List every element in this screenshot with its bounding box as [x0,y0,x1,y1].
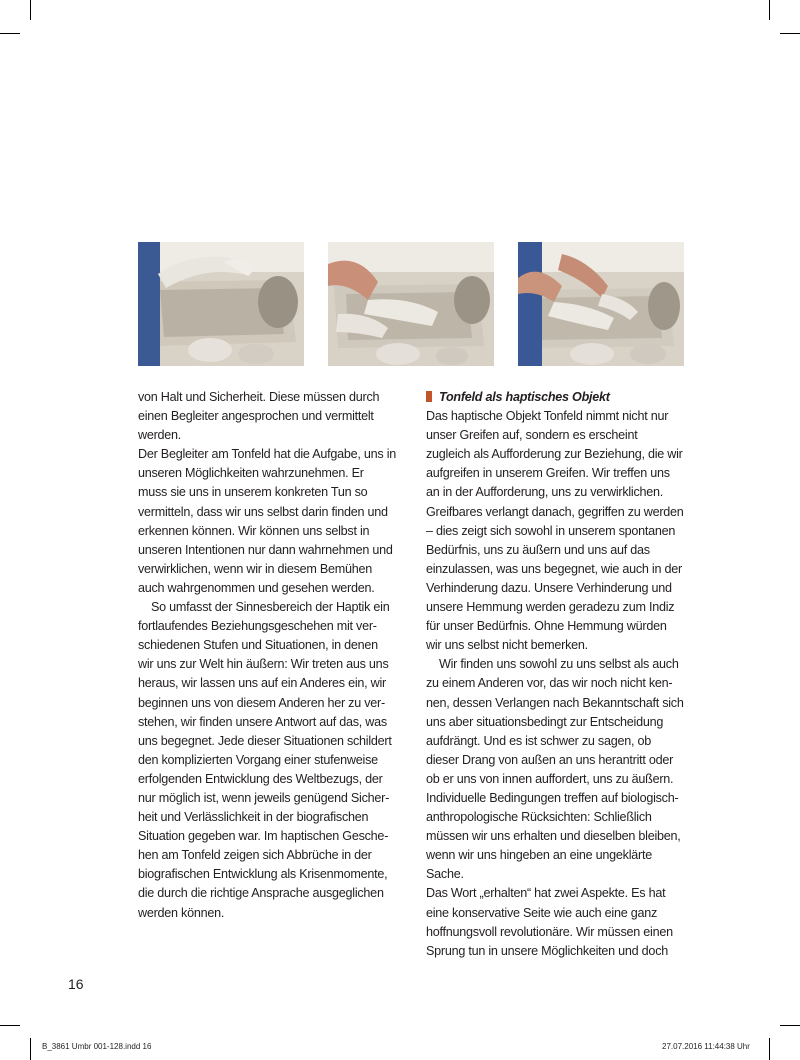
right-text-column [426,388,684,961]
paragraph: Wir finden uns sowohl zu uns selbst als auch zu einem Anderen vor, das wir noch nicht kennen, dessen Verlangen nach Bekanntschaft sich uns aber situationsbedingt zur Entscheidung aufdrängt. Und es ist schwer zu sagen, ob dieser Drang von außen an uns herantritt oder ob er uns von innen auffordert, uns zu äußern. Individuelle Bedingungen treffen auf biologisch-anthropologische Rücksichten: Schließlich müssen wir uns erhalten und dieselben bleiben, wenn wir uns hingeben an eine ungeklärte Sache. [426,657,684,882]
crop-mark [780,33,800,34]
photo-clay-field-2 [328,242,494,366]
photo-clay-field-3 [518,242,684,366]
print-slug-file: B_3861 Umbr 001-128.indd 16 [42,1042,152,1051]
page-number: 16 [68,976,84,992]
paragraph: Das haptische Objekt Tonfeld nimmt nicht nur unser Greifen auf, sondern es erscheint zugleich als Aufforderung zur Beziehung, die wir aufgreifen in unserem Greifen. Wir treffen uns an in der Aufforderung, uns zu verwirklichen. Greifbares verlangt danach, gegriffen zu werden – dies zeigt sich sowohl in unserem spontanen Bedürfnis, uns zu äußern und uns auf das einzulassen, was uns begegnet, wie auch in der Verhinderung dazu. Unsere Verhinderung und unsere Hemmung werden geradezu zum Indiz für unser Bedürfnis. Ohne Hemmung würden wir uns selbst nicht bemerken. [426,409,684,653]
print-slug-timestamp: 27.07.2016 11:44:38 Uhr [662,1042,750,1051]
crop-mark [30,1038,31,1060]
left-text-column [138,388,396,923]
photo-clay-field-1 [138,242,304,366]
crop-mark [0,33,20,34]
crop-mark [769,1038,770,1060]
crop-mark [769,0,770,20]
heading-marker-icon [426,391,432,402]
section-heading [426,388,684,407]
crop-mark [30,0,31,20]
crop-mark [780,1025,800,1026]
section-heading-text: Tonfeld als haptisches Objekt [439,390,610,404]
paragraph: von Halt und Sicherheit. Diese müssen durch einen Begleiter angesprochen und vermittelt werden. [138,390,380,443]
paragraph: So umfasst der Sinnesbereich der Haptik ein fortlaufendes Beziehungsgeschehen mit verschiedenen Stufen und Situationen, in denen wir uns zur Welt hin äußern: Wir treten aus uns heraus, wir lassen uns auf ein Anderes ein, wir beginnen uns von diesem Anderen her zu verstehen, wir finden unsere Antwort auf das, was uns begegnet. Jede dieser Situationen schildert den komplizierten Vorgang einer stufenweise erfolgenden Entwicklung des Weltbezugs, der nur möglich ist, wenn jeweils genügend Sicherheit und Verlässlichkeit in der biografischen Situation gegeben war. Im haptischen Geschehen am Tonfeld zeigen sich Abbrüche in der biografischen Entwicklung als Krisenmomente, die durch die richtige Ansprache ausgeglichen werden können. [138,600,392,920]
crop-mark [0,1025,20,1026]
paragraph: Das Wort „erhalten“ hat zwei Aspekte. Es hat eine konservative Seite wie auch eine ganz hoffnungsvoll revolutionäre. Wir müssen einen Sprung tun in unsere Möglichkeiten und doch [426,886,673,958]
paragraph: Der Begleiter am Tonfeld hat die Aufgabe, uns in unseren Möglichkeiten wahrzunehmen. Er muss sie uns in unserem konkreten Tun so vermitteln, dass wir uns selbst darin finden und erkennen können. Wir können uns selbst in unseren Intentionen nur dann wahrnehmen und verwirklichen, wenn wir in diesem Bemühen auch wahrgenommen und gesehen werden. [138,447,397,595]
